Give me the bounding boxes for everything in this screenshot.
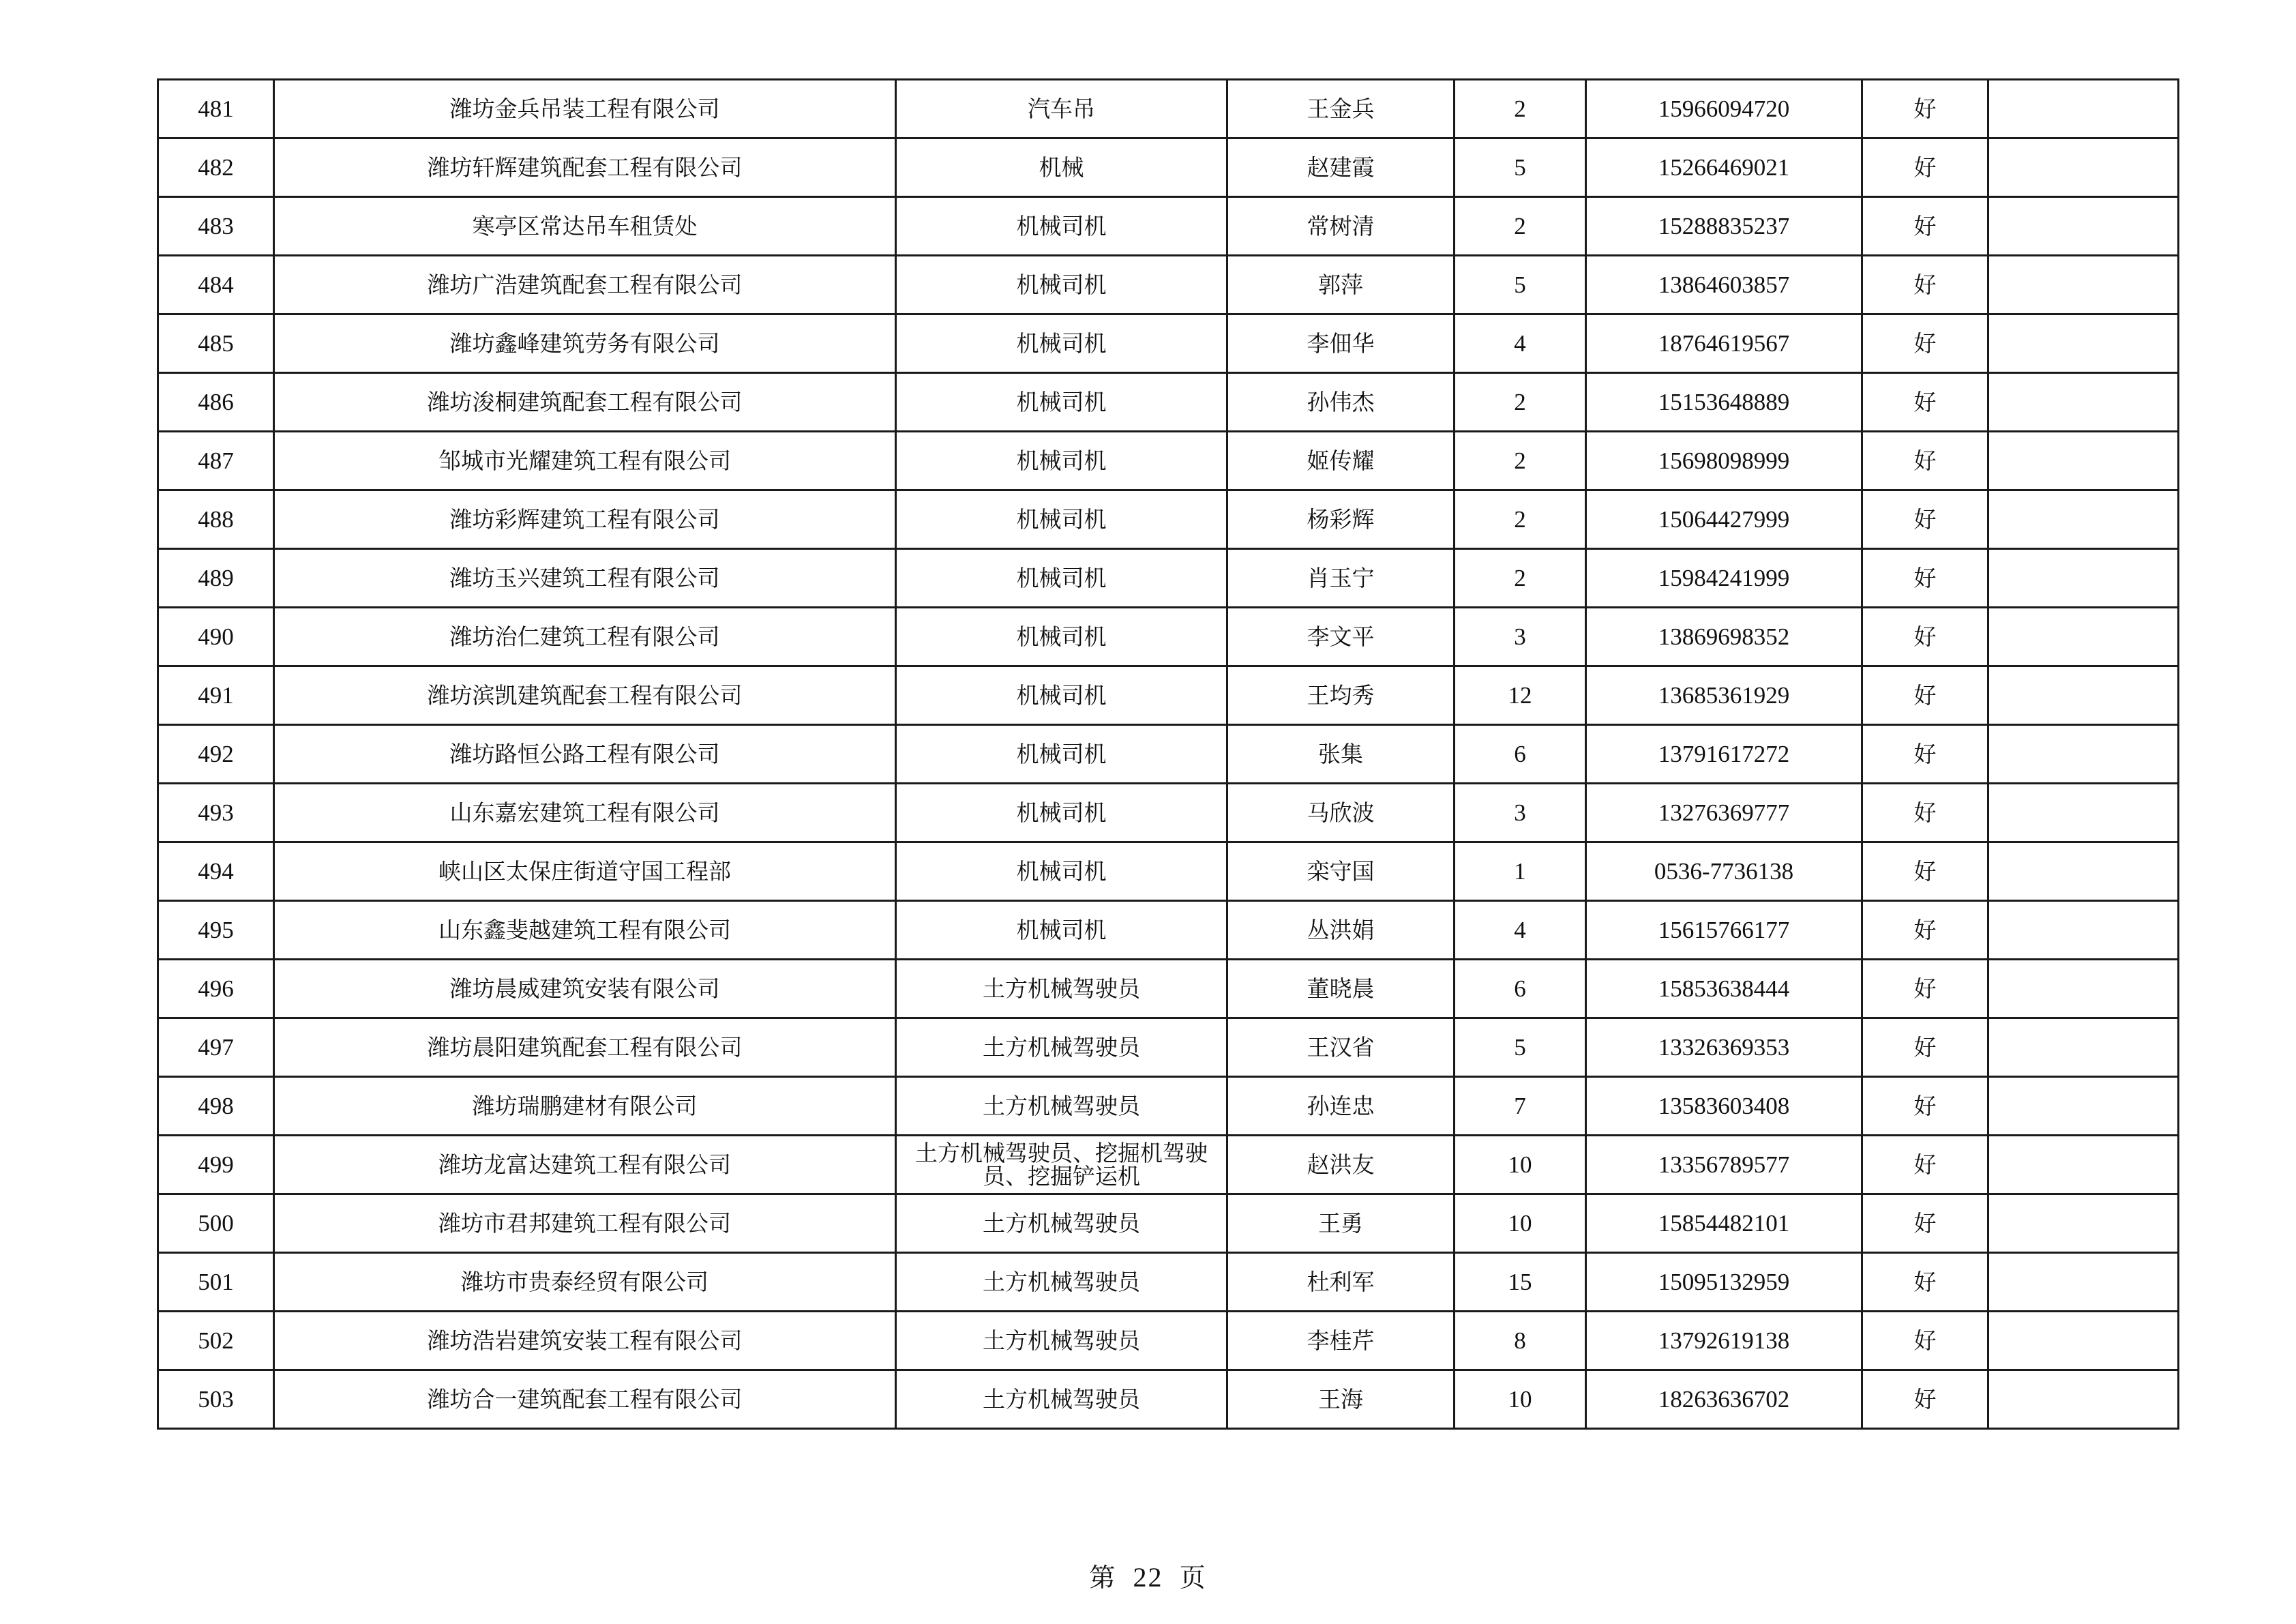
company-name-cell: 潍坊瑞鹏建材有限公司 <box>274 1077 896 1136</box>
company-name-cell: 潍坊鑫峰建筑劳务有限公司 <box>274 314 896 373</box>
phone-number-cell: 15853638444 <box>1586 960 1862 1018</box>
company-name-cell: 邹城市光耀建筑工程有限公司 <box>274 432 896 490</box>
table-row <box>158 138 2179 197</box>
worker-count-cell: 2 <box>1455 80 1586 138</box>
rating-cell: 好 <box>1862 842 1988 901</box>
trade-type-cell: 土方机械驾驶员 <box>896 1312 1227 1370</box>
contact-person-cell: 李文平 <box>1227 608 1455 666</box>
worker-count-cell: 15 <box>1455 1253 1586 1312</box>
rating-cell: 好 <box>1862 80 1988 138</box>
table-row <box>158 1077 2179 1136</box>
trade-type-cell: 机械司机 <box>896 197 1227 256</box>
phone-number-cell: 13792619138 <box>1586 1312 1862 1370</box>
contact-person-cell: 王汉省 <box>1227 1018 1455 1077</box>
row-number-cell: 486 <box>158 373 274 432</box>
remarks-cell <box>1988 725 2179 784</box>
page-number: 22 <box>1133 1562 1163 1593</box>
rating-cell: 好 <box>1862 256 1988 314</box>
company-name-cell: 潍坊广浩建筑配套工程有限公司 <box>274 256 896 314</box>
table-row <box>158 1136 2179 1194</box>
remarks-cell <box>1988 432 2179 490</box>
trade-type-cell: 机械司机 <box>896 314 1227 373</box>
contact-person-cell: 王海 <box>1227 1370 1455 1429</box>
trade-type-cell: 土方机械驾驶员 <box>896 1194 1227 1253</box>
page-footer-prefix: 第 <box>1089 1563 1117 1593</box>
remarks-cell <box>1988 666 2179 725</box>
trade-type-cell: 机械司机 <box>896 842 1227 901</box>
phone-number-cell: 13685361929 <box>1586 666 1862 725</box>
row-number-cell: 496 <box>158 960 274 1018</box>
trade-type-cell: 汽车吊 <box>896 80 1227 138</box>
trade-type-cell: 土方机械驾驶员 <box>896 1370 1227 1429</box>
page-footer-suffix: 页 <box>1179 1563 1207 1593</box>
table-row <box>158 842 2179 901</box>
worker-count-cell: 2 <box>1455 432 1586 490</box>
rating-cell: 好 <box>1862 1370 1988 1429</box>
phone-number-cell: 15064427999 <box>1586 490 1862 549</box>
phone-number-cell: 15966094720 <box>1586 80 1862 138</box>
phone-number-cell: 15615766177 <box>1586 901 1862 960</box>
worker-count-cell: 10 <box>1455 1136 1586 1194</box>
company-name-cell: 潍坊路恒公路工程有限公司 <box>274 725 896 784</box>
rating-cell: 好 <box>1862 138 1988 197</box>
rating-cell: 好 <box>1862 1136 1988 1194</box>
trade-type-cell: 机械司机 <box>896 901 1227 960</box>
trade-type-cell: 土方机械驾驶员、挖掘机驾驶员、挖掘铲运机 <box>896 1136 1227 1194</box>
contact-person-cell: 王勇 <box>1227 1194 1455 1253</box>
roster-body <box>158 80 2179 1429</box>
remarks-cell <box>1988 1018 2179 1077</box>
remarks-cell <box>1988 1312 2179 1370</box>
worker-count-cell: 4 <box>1455 314 1586 373</box>
company-name-cell: 潍坊龙富达建筑工程有限公司 <box>274 1136 896 1194</box>
company-name-cell: 潍坊合一建筑配套工程有限公司 <box>274 1370 896 1429</box>
remarks-cell <box>1988 842 2179 901</box>
rating-cell: 好 <box>1862 373 1988 432</box>
contact-person-cell: 郭萍 <box>1227 256 1455 314</box>
rating-cell: 好 <box>1862 490 1988 549</box>
rating-cell: 好 <box>1862 314 1988 373</box>
contact-person-cell: 赵洪友 <box>1227 1136 1455 1194</box>
contact-person-cell: 丛洪娟 <box>1227 901 1455 960</box>
company-name-cell: 寒亭区常达吊车租赁处 <box>274 197 896 256</box>
contact-person-cell: 杜利军 <box>1227 1253 1455 1312</box>
trade-type-cell: 机械司机 <box>896 432 1227 490</box>
phone-number-cell: 13326369353 <box>1586 1018 1862 1077</box>
worker-count-cell: 3 <box>1455 784 1586 842</box>
company-name-cell: 潍坊彩辉建筑工程有限公司 <box>274 490 896 549</box>
worker-count-cell: 3 <box>1455 608 1586 666</box>
company-name-cell: 山东嘉宏建筑工程有限公司 <box>274 784 896 842</box>
rating-cell: 好 <box>1862 901 1988 960</box>
company-name-cell: 峡山区太保庄街道守国工程部 <box>274 842 896 901</box>
row-number-cell: 493 <box>158 784 274 842</box>
table-row <box>158 549 2179 608</box>
rating-cell: 好 <box>1862 1077 1988 1136</box>
row-number-cell: 499 <box>158 1136 274 1194</box>
rating-cell: 好 <box>1862 960 1988 1018</box>
phone-number-cell: 15153648889 <box>1586 373 1862 432</box>
contact-person-cell: 孙连忠 <box>1227 1077 1455 1136</box>
row-number-cell: 490 <box>158 608 274 666</box>
phone-number-cell: 15095132959 <box>1586 1253 1862 1312</box>
row-number-cell: 500 <box>158 1194 274 1253</box>
table-row <box>158 960 2179 1018</box>
company-name-cell: 潍坊晨阳建筑配套工程有限公司 <box>274 1018 896 1077</box>
table-row <box>158 1018 2179 1077</box>
company-name-cell: 潍坊玉兴建筑工程有限公司 <box>274 549 896 608</box>
remarks-cell <box>1988 314 2179 373</box>
worker-count-cell: 5 <box>1455 1018 1586 1077</box>
rating-cell: 好 <box>1862 549 1988 608</box>
worker-count-cell: 6 <box>1455 725 1586 784</box>
company-name-cell: 潍坊市贵泰经贸有限公司 <box>274 1253 896 1312</box>
remarks-cell <box>1988 960 2179 1018</box>
contact-person-cell: 赵建霞 <box>1227 138 1455 197</box>
phone-number-cell: 15698098999 <box>1586 432 1862 490</box>
contact-person-cell: 王均秀 <box>1227 666 1455 725</box>
table-row <box>158 373 2179 432</box>
trade-type-cell: 机械 <box>896 138 1227 197</box>
table-row <box>158 432 2179 490</box>
remarks-cell <box>1988 901 2179 960</box>
row-number-cell: 483 <box>158 197 274 256</box>
row-number-cell: 485 <box>158 314 274 373</box>
trade-type-cell: 机械司机 <box>896 490 1227 549</box>
company-name-cell: 潍坊治仁建筑工程有限公司 <box>274 608 896 666</box>
worker-count-cell: 5 <box>1455 256 1586 314</box>
row-number-cell: 502 <box>158 1312 274 1370</box>
phone-number-cell: 13864603857 <box>1586 256 1862 314</box>
document-sheet <box>157 78 2177 1430</box>
phone-number-cell: 15266469021 <box>1586 138 1862 197</box>
contact-person-cell: 张集 <box>1227 725 1455 784</box>
remarks-cell <box>1988 373 2179 432</box>
trade-type-cell: 土方机械驾驶员 <box>896 1253 1227 1312</box>
remarks-cell <box>1988 80 2179 138</box>
contact-person-cell: 李佃华 <box>1227 314 1455 373</box>
row-number-cell: 498 <box>158 1077 274 1136</box>
worker-count-cell: 12 <box>1455 666 1586 725</box>
row-number-cell: 487 <box>158 432 274 490</box>
company-name-cell: 潍坊晨威建筑安装有限公司 <box>274 960 896 1018</box>
worker-count-cell: 4 <box>1455 901 1586 960</box>
row-number-cell: 494 <box>158 842 274 901</box>
row-number-cell: 492 <box>158 725 274 784</box>
phone-number-cell: 15984241999 <box>1586 549 1862 608</box>
worker-count-cell: 1 <box>1455 842 1586 901</box>
contact-person-cell: 马欣波 <box>1227 784 1455 842</box>
rating-cell: 好 <box>1862 666 1988 725</box>
rating-cell: 好 <box>1862 784 1988 842</box>
table-row <box>158 314 2179 373</box>
table-row <box>158 1370 2179 1429</box>
row-number-cell: 489 <box>158 549 274 608</box>
rating-cell: 好 <box>1862 197 1988 256</box>
phone-number-cell: 15854482101 <box>1586 1194 1862 1253</box>
remarks-cell <box>1988 1136 2179 1194</box>
worker-count-cell: 6 <box>1455 960 1586 1018</box>
worker-count-cell: 2 <box>1455 197 1586 256</box>
phone-number-cell: 13356789577 <box>1586 1136 1862 1194</box>
contact-person-cell: 肖玉宁 <box>1227 549 1455 608</box>
rating-cell: 好 <box>1862 725 1988 784</box>
table-row <box>158 1253 2179 1312</box>
remarks-cell <box>1988 256 2179 314</box>
table-row <box>158 725 2179 784</box>
table-row <box>158 490 2179 549</box>
contact-person-cell: 孙伟杰 <box>1227 373 1455 432</box>
rating-cell: 好 <box>1862 432 1988 490</box>
trade-type-cell: 机械司机 <box>896 666 1227 725</box>
remarks-cell <box>1988 1077 2179 1136</box>
table-row <box>158 256 2179 314</box>
table-row <box>158 901 2179 960</box>
remarks-cell <box>1988 608 2179 666</box>
phone-number-cell: 18764619567 <box>1586 314 1862 373</box>
table-row <box>158 608 2179 666</box>
row-number-cell: 503 <box>158 1370 274 1429</box>
worker-count-cell: 7 <box>1455 1077 1586 1136</box>
rating-cell: 好 <box>1862 1194 1988 1253</box>
row-number-cell: 488 <box>158 490 274 549</box>
row-number-cell: 481 <box>158 80 274 138</box>
rating-cell: 好 <box>1862 1018 1988 1077</box>
phone-number-cell: 13791617272 <box>1586 725 1862 784</box>
worker-count-cell: 10 <box>1455 1370 1586 1429</box>
table-row <box>158 197 2179 256</box>
worker-count-cell: 2 <box>1455 373 1586 432</box>
remarks-cell <box>1988 197 2179 256</box>
worker-count-cell: 2 <box>1455 549 1586 608</box>
company-name-cell: 潍坊金兵吊装工程有限公司 <box>274 80 896 138</box>
company-name-cell: 潍坊浩岩建筑安装工程有限公司 <box>274 1312 896 1370</box>
table-row <box>158 784 2179 842</box>
contact-person-cell: 李桂芹 <box>1227 1312 1455 1370</box>
worker-count-cell: 8 <box>1455 1312 1586 1370</box>
rating-cell: 好 <box>1862 608 1988 666</box>
contact-person-cell: 栾守国 <box>1227 842 1455 901</box>
phone-number-cell: 13869698352 <box>1586 608 1862 666</box>
contact-person-cell: 王金兵 <box>1227 80 1455 138</box>
contact-person-cell: 常树清 <box>1227 197 1455 256</box>
worker-count-cell: 10 <box>1455 1194 1586 1253</box>
trade-type-cell: 土方机械驾驶员 <box>896 1018 1227 1077</box>
rating-cell: 好 <box>1862 1312 1988 1370</box>
row-number-cell: 495 <box>158 901 274 960</box>
remarks-cell <box>1988 138 2179 197</box>
company-name-cell: 潍坊浚桐建筑配套工程有限公司 <box>274 373 896 432</box>
phone-number-cell: 18263636702 <box>1586 1370 1862 1429</box>
phone-number-cell: 15288835237 <box>1586 197 1862 256</box>
row-number-cell: 491 <box>158 666 274 725</box>
remarks-cell <box>1988 1370 2179 1429</box>
phone-number-cell: 13276369777 <box>1586 784 1862 842</box>
remarks-cell <box>1988 1194 2179 1253</box>
row-number-cell: 501 <box>158 1253 274 1312</box>
trade-type-cell: 土方机械驾驶员 <box>896 960 1227 1018</box>
company-name-cell: 山东鑫斐越建筑工程有限公司 <box>274 901 896 960</box>
contact-person-cell: 董晓晨 <box>1227 960 1455 1018</box>
remarks-cell <box>1988 549 2179 608</box>
company-name-cell: 潍坊市君邦建筑工程有限公司 <box>274 1194 896 1253</box>
row-number-cell: 484 <box>158 256 274 314</box>
worker-count-cell: 2 <box>1455 490 1586 549</box>
trade-type-cell: 机械司机 <box>896 373 1227 432</box>
page-footer <box>0 1556 2296 1594</box>
phone-number-cell: 13583603408 <box>1586 1077 1862 1136</box>
table-row <box>158 80 2179 138</box>
company-name-cell: 潍坊滨凯建筑配套工程有限公司 <box>274 666 896 725</box>
table-row <box>158 666 2179 725</box>
trade-type-cell: 机械司机 <box>896 256 1227 314</box>
worker-count-cell: 5 <box>1455 138 1586 197</box>
trade-type-cell: 机械司机 <box>896 549 1227 608</box>
remarks-cell <box>1988 784 2179 842</box>
remarks-cell <box>1988 1253 2179 1312</box>
phone-number-cell: 0536-7736138 <box>1586 842 1862 901</box>
table-row <box>158 1312 2179 1370</box>
rating-cell: 好 <box>1862 1253 1988 1312</box>
table-row <box>158 1194 2179 1253</box>
company-roster-table <box>157 78 2179 1430</box>
trade-type-cell: 机械司机 <box>896 784 1227 842</box>
row-number-cell: 482 <box>158 138 274 197</box>
row-number-cell: 497 <box>158 1018 274 1077</box>
trade-type-cell: 机械司机 <box>896 725 1227 784</box>
contact-person-cell: 杨彩辉 <box>1227 490 1455 549</box>
contact-person-cell: 姬传耀 <box>1227 432 1455 490</box>
trade-type-cell: 机械司机 <box>896 608 1227 666</box>
remarks-cell <box>1988 490 2179 549</box>
trade-type-cell: 土方机械驾驶员 <box>896 1077 1227 1136</box>
company-name-cell: 潍坊轩辉建筑配套工程有限公司 <box>274 138 896 197</box>
